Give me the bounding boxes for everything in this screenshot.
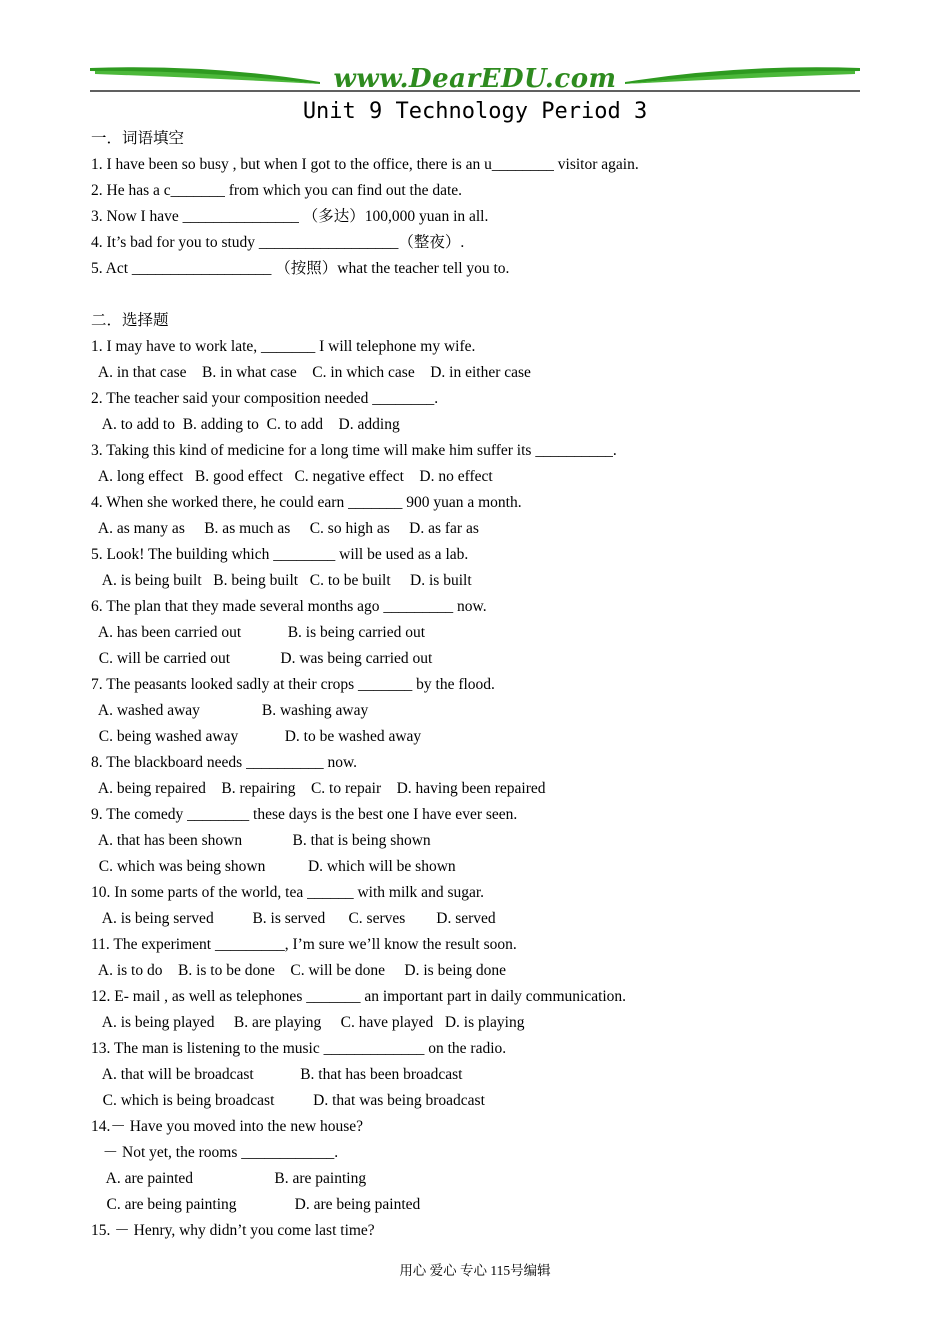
text-line: 1. I may have to work late, _______ I will telephone my wife. <box>91 338 476 355</box>
text-line: A. has been carried out B. is being carried out <box>91 624 426 641</box>
page-title: Unit 9 Technology Period 3 <box>302 99 648 124</box>
exercise-content <box>91 126 871 1244</box>
text-line: A. is being served B. is served C. serves D. served <box>91 910 496 927</box>
text-line: A. in that case B. in what case C. in which case D. in either case <box>91 364 531 381</box>
text-line: 5. Look! The building which ________ will be used as a lab. <box>91 546 469 563</box>
text-line: A. is to do B. is to be done C. will be done D. is being done <box>91 962 507 979</box>
text-line: 3. Taking this kind of medicine for a long time will make him suffer its __________. <box>91 442 617 459</box>
text-line: 1. I have been so busy , but when I got to the office, there is an u________ visitor again. <box>91 156 639 173</box>
text-line: 13. The man is listening to the music _____________ on the radio. <box>91 1040 507 1057</box>
text-line: 4. When she worked there, he could earn _______ 900 yuan a month. <box>91 494 522 511</box>
text-line: A. is being built B. being built C. to be built D. is built <box>91 572 472 589</box>
text-line: 2. The teacher said your composition needed ________. <box>91 390 439 407</box>
text-line: A. are painted B. are painting <box>91 1170 367 1187</box>
text-line: C. which was being shown D. which will be shown <box>91 858 456 875</box>
site-logo-text: www.DearEDU.com <box>333 64 617 94</box>
text-line: 15. － Henry, why didn’t you come last time? <box>91 1222 375 1239</box>
text-line: C. being washed away D. to be washed away <box>91 728 422 745</box>
text-line: 一．词语填空 <box>91 130 185 147</box>
text-line: A. washed away B. washing away <box>91 702 369 719</box>
text-line: A. to add to B. adding to C. to add D. adding <box>91 416 400 433</box>
text-line: 11. The experiment _________, I’m sure we’ll know the result soon. <box>91 936 517 953</box>
text-line: A. that has been shown B. that is being shown <box>91 832 431 849</box>
text-line: 2. He has a c_______ from which you can find out the date. <box>91 182 463 199</box>
site-banner <box>90 62 860 94</box>
text-line: A. being repaired B. repairing C. to repair D. having been repaired <box>91 780 546 797</box>
text-line: C. which is being broadcast D. that was being broadcast <box>91 1092 485 1109</box>
page-footer: 用心 爱心 专心 115号编辑 <box>399 1263 551 1278</box>
text-line: 5. Act __________________ （按照）what the teacher tell you to. <box>91 260 510 277</box>
text-line <box>91 282 871 308</box>
text-line: 10. In some parts of the world, tea ______ with milk and sugar. <box>91 884 485 901</box>
text-line: C. will be carried out D. was being carried out <box>91 650 433 667</box>
text-line: 6. The plan that they made several months ago _________ now. <box>91 598 487 615</box>
text-line: － Not yet, the rooms ____________. <box>91 1144 339 1161</box>
text-line: 7. The peasants looked sadly at their crops _______ by the flood. <box>91 676 495 693</box>
text-line: 4. It’s bad for you to study __________________（整夜）. <box>91 234 465 251</box>
text-line: 二．选择题 <box>91 312 169 329</box>
text-line: A. that will be broadcast B. that has been broadcast <box>91 1066 463 1083</box>
text-line: C. are being painting D. are being painted <box>91 1196 421 1213</box>
text-line: 12. E- mail , as well as telephones _______ an important part in daily communication. <box>91 988 627 1005</box>
text-line: 9. The comedy ________ these days is the best one I have ever seen. <box>91 806 518 823</box>
text-line: A. as many as B. as much as C. so high as D. as far as <box>91 520 479 537</box>
text-line: 3. Now I have _______________ （多达）100,000 yuan in all. <box>91 208 489 225</box>
text-line: 8. The blackboard needs __________ now. <box>91 754 358 771</box>
text-line: A. is being played B. are playing C. have played D. is playing <box>91 1014 525 1031</box>
text-line: A. long effect B. good effect C. negative effect D. no effect <box>91 468 493 485</box>
text-line: 14.－ Have you moved into the new house? <box>91 1118 364 1135</box>
